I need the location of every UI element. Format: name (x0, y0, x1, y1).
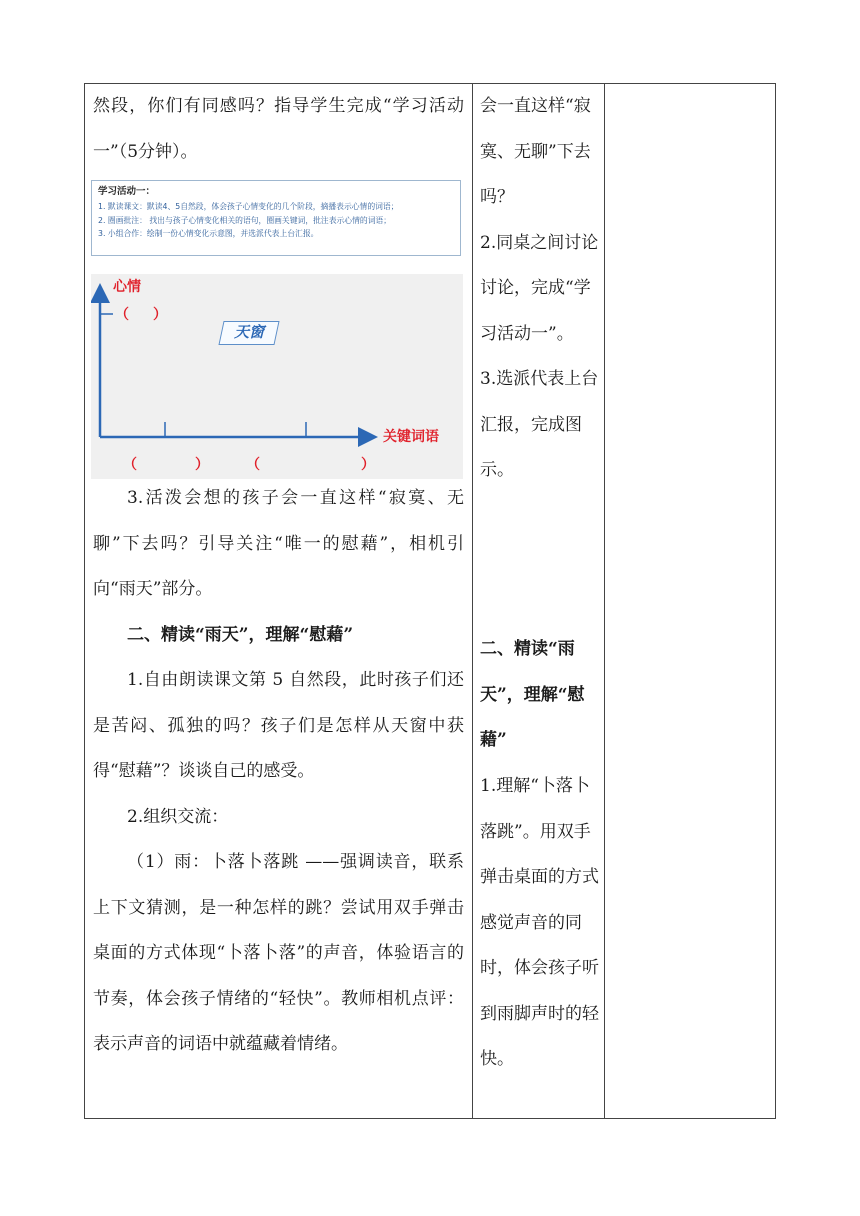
paragraph-rain: （1）雨：卜落卜落跳 ——强调读音，联系上下文猜测，是一种怎样的跳？尝试用双手弹击桌面的方式体现“卜落卜落”的声音，体验语言的节奏，体会孩子情绪的“轻快”。教师相机点评：表示声音的词语中就蕴藏着情绪。 (93, 852, 464, 1054)
window-label: 天窗 (234, 323, 265, 341)
section-heading: 二、精读“雨天”，理解“慰藉” (127, 624, 354, 645)
student-section-heading: 二、精读“雨天”，理解“慰藉” (480, 639, 585, 750)
activity-card-title: 学习活动一： (98, 186, 156, 197)
paragraph-discussion: 2.组织交流： (127, 806, 229, 827)
graph-y-label: 心情 (113, 279, 141, 295)
paragraph-guide: 然段，你们有同感吗？指导学生完成“学习活动一”（5分钟）。 (93, 96, 464, 162)
activity-card (91, 180, 461, 256)
activity-card-line: 3. 小组合作：绘制一份心情变化示意图，并选派代表上台汇报。 (98, 229, 319, 238)
graph-x-label: 关键词语 (383, 429, 439, 445)
column-divider-1 (472, 84, 473, 1118)
activity-card-line: 2. 圈画批注： 找出与孩子心情变化相关的语句，圈画关键词，批注表示心情的词语； (98, 215, 392, 225)
mood-change-graph (91, 274, 463, 479)
student-paragraph-report: 3.选派代表上台汇报，完成图示。 (480, 369, 599, 480)
activity-card-line: 1. 默读课文：默读4、5自然段，体会孩子心情变化的几个阶段，摘播表示心情的词语； (98, 202, 399, 211)
student-paragraph-rain: 1.理解“卜落卜落跳”。用双手弹击桌面的方式感觉声音的同时，体会孩子听到雨脚声时的轻快。 (480, 776, 599, 1069)
blank-close-paren: ） (153, 307, 167, 323)
blank-open-paren: （ (246, 457, 260, 473)
graph-axes (91, 274, 463, 479)
teacher-activity-column (85, 84, 472, 1054)
paragraph-transition: 3.活泼会想的孩子会一直这样“寂寞、无聊”下去吗？引导关注“唯一的慰藉”，相机引向“雨天”部分。 (93, 488, 464, 599)
lesson-plan-table (84, 83, 776, 1119)
student-paragraph-discuss: 2.同桌之间讨论讨论，完成“学习活动一”。 (480, 232, 599, 344)
blank-open-paren: （ (123, 457, 137, 473)
blank-open-paren: （ (115, 307, 129, 323)
window-label-box (218, 321, 279, 345)
paragraph-read-aloud: 1.自由朗读课文第 5 自然段，此时孩子们还是苦闷、孤独的吗？孩子们是怎样从天窗中获得“慰藉”？谈谈自己的感受。 (93, 670, 464, 781)
student-activity-column (474, 84, 606, 1069)
student-paragraph-question: 会一直这样“寂寞、无聊”下去吗？ (480, 96, 591, 207)
blank-close-paren: ） (195, 457, 209, 473)
blank-close-paren: ） (361, 457, 375, 473)
